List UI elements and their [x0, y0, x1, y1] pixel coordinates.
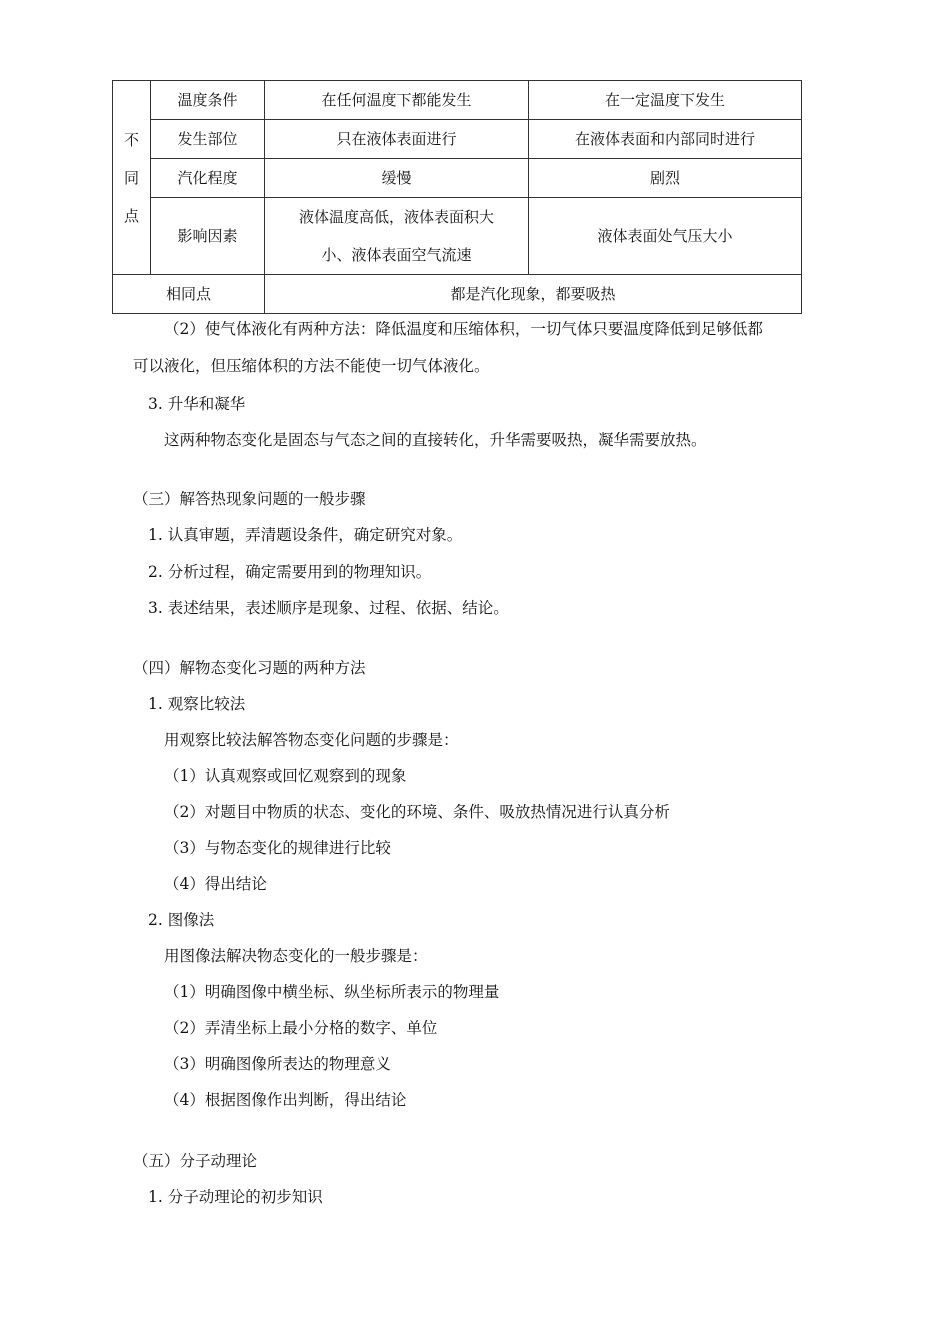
boiling-cell: 在液体表面和内部同时进行: [529, 120, 802, 159]
paragraph-line: 这两种物态变化是固态与气态之间的直接转化，升华需要吸热，凝华需要放热。: [164, 431, 707, 449]
attribute-cell: 汽化程度: [151, 159, 265, 198]
table-row: [113, 159, 802, 198]
evaporation-cell-line: 液体温度高低，液体表面积大: [298, 208, 494, 226]
section-heading: （五）分子动理论: [133, 1152, 258, 1170]
section-heading: （三）解答热现象问题的一般步骤: [133, 490, 366, 508]
list-heading: 1. 分子动理论的初步知识: [148, 1188, 323, 1206]
boiling-cell: 剧烈: [529, 159, 802, 198]
comparison-table: [112, 80, 802, 314]
same-value-cell: 都是汽化现象，都要吸热: [265, 275, 802, 314]
list-item: （4）得出结论: [164, 875, 267, 893]
difference-label: [113, 81, 151, 275]
list-item: 2. 分析过程，确定需要用到的物理知识。: [148, 563, 432, 581]
evaporation-cell-line: 小、液体表面空气流速: [321, 246, 472, 264]
paragraph-line: （2）使气体液化有两种方法：降低温度和压缩体积，一切气体只要温度降低到足够低都: [164, 320, 763, 338]
attribute-cell: 温度条件: [151, 81, 265, 120]
evaporation-cell: 只在液体表面进行: [265, 120, 529, 159]
list-item: （3）与物态变化的规律进行比较: [164, 839, 391, 857]
table-row: [113, 198, 802, 275]
boiling-cell: 液体表面处气压大小: [529, 198, 802, 275]
evaporation-cell: 缓慢: [265, 159, 529, 198]
paragraph-line: 用观察比较法解答物态变化问题的步骤是：: [164, 731, 459, 749]
boiling-cell: 在一定温度下发生: [529, 81, 802, 120]
list-heading: 3. 升华和凝华: [148, 395, 246, 413]
difference-label-char: 同: [123, 168, 139, 187]
evaporation-cell: 在任何温度下都能发生: [265, 81, 529, 120]
list-item: （3）明确图像所表达的物理意义: [164, 1055, 391, 1073]
attribute-cell: 发生部位: [151, 120, 265, 159]
list-item: （1）认真观察或回忆观察到的现象: [164, 767, 407, 785]
table-row: [113, 81, 802, 120]
paragraph-line: 可以液化，但压缩体积的方法不能使一切气体液化。: [133, 357, 490, 375]
section-heading: （四）解物态变化习题的两种方法: [133, 659, 366, 677]
list-heading: 2. 图像法: [148, 911, 215, 929]
difference-label-char: 不: [123, 130, 139, 149]
attribute-cell: 影响因素: [151, 198, 265, 275]
table-row: [113, 275, 802, 314]
evaporation-cell: [265, 198, 529, 275]
list-item: （1）明确图像中横坐标、纵坐标所表示的物理量: [164, 983, 500, 1001]
list-item: （2）对题目中物质的状态、变化的环境、条件、吸放热情况进行认真分析: [164, 803, 670, 821]
paragraph-line: 用图像法解决物态变化的一般步骤是：: [164, 947, 428, 965]
list-heading: 1. 观察比较法: [148, 695, 246, 713]
list-item: 1. 认真审题，弄清题设条件，确定研究对象。: [148, 526, 463, 544]
list-item: （4）根据图像作出判断，得出结论: [164, 1091, 407, 1109]
same-label-cell: 相同点: [113, 275, 265, 314]
list-item: （2）弄清坐标上最小分格的数字、单位: [164, 1019, 438, 1037]
list-item: 3. 表述结果，表述顺序是现象、过程、依据、结论。: [148, 599, 509, 617]
table-row: [113, 120, 802, 159]
difference-label-char: 点: [123, 206, 139, 225]
